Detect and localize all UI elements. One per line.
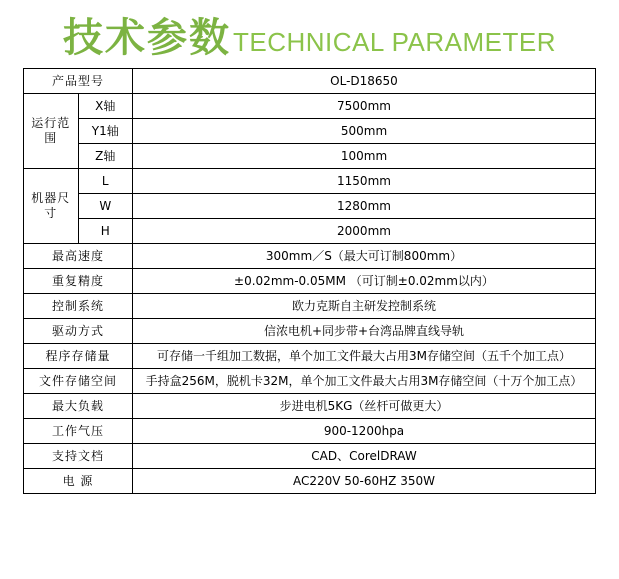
page-title-english: TECHNICAL PARAMETER: [233, 27, 556, 57]
row-label: 重复精度: [24, 269, 133, 294]
row-label: 产品型号: [24, 69, 133, 94]
row-value: 欧力克斯自主研发控制系统: [133, 294, 596, 319]
table-row: [24, 244, 596, 269]
row-value: 信浓电机+同步带+台湾品牌直线导轨: [133, 319, 596, 344]
row-value: CAD、CorelDRAW: [133, 444, 596, 469]
row-value: 500mm: [133, 119, 596, 144]
row-sublabel: Z轴: [78, 144, 133, 169]
row-value: 可存储一千组加工数据，单个加工文件最大占用3M存储空间（五千个加工点）: [133, 344, 596, 369]
row-label: 工作气压: [24, 419, 133, 444]
specifications-table: [23, 68, 596, 494]
table-row: [24, 469, 596, 494]
page-title-chinese: 技术参数: [63, 15, 231, 61]
row-label: 文件存储空间: [24, 369, 133, 394]
row-label: 驱动方式: [24, 319, 133, 344]
table-row: [24, 69, 596, 94]
table-row: [24, 444, 596, 469]
row-value: 300mm／S（最大可订制800mm）: [133, 244, 596, 269]
row-sublabel: W: [78, 194, 133, 219]
row-label: 机器尺寸: [24, 169, 79, 244]
table-row: [24, 319, 596, 344]
table-row: [24, 119, 596, 144]
table-row: [24, 419, 596, 444]
row-sublabel: X轴: [78, 94, 133, 119]
row-value: 1280mm: [133, 194, 596, 219]
table-row: [24, 219, 596, 244]
row-label: 控制系统: [24, 294, 133, 319]
row-label: 最大负载: [24, 394, 133, 419]
row-value: OL-D18650: [133, 69, 596, 94]
row-value: 步进电机5KG（丝杆可做更大）: [133, 394, 596, 419]
row-value: 2000mm: [133, 219, 596, 244]
table-row: [24, 94, 596, 119]
row-value: 手持盒256M，脱机卡32M，单个加工文件最大占用3M存储空间（十万个加工点）: [133, 369, 596, 394]
table-row: [24, 194, 596, 219]
table-row: [24, 144, 596, 169]
table-row: [24, 294, 596, 319]
table-row: [24, 169, 596, 194]
row-label: 最高速度: [24, 244, 133, 269]
row-sublabel: Y1轴: [78, 119, 133, 144]
row-sublabel: L: [78, 169, 133, 194]
table-row: [24, 369, 596, 394]
row-value: ±0.02mm-0.05MM （可订制±0.02mm以内）: [133, 269, 596, 294]
row-label: 运行范围: [24, 94, 79, 169]
table-row: [24, 394, 596, 419]
row-value: 100mm: [133, 144, 596, 169]
table-row: [24, 269, 596, 294]
row-label: 支持文档: [24, 444, 133, 469]
row-label: 电 源: [24, 469, 133, 494]
row-sublabel: H: [78, 219, 133, 244]
row-label: 程序存储量: [24, 344, 133, 369]
row-value: 7500mm: [133, 94, 596, 119]
row-value: AC220V 50-60HZ 350W: [133, 469, 596, 494]
row-value: 1150mm: [133, 169, 596, 194]
row-value: 900-1200hpa: [133, 419, 596, 444]
page-title: [0, 0, 619, 68]
table-row: [24, 344, 596, 369]
